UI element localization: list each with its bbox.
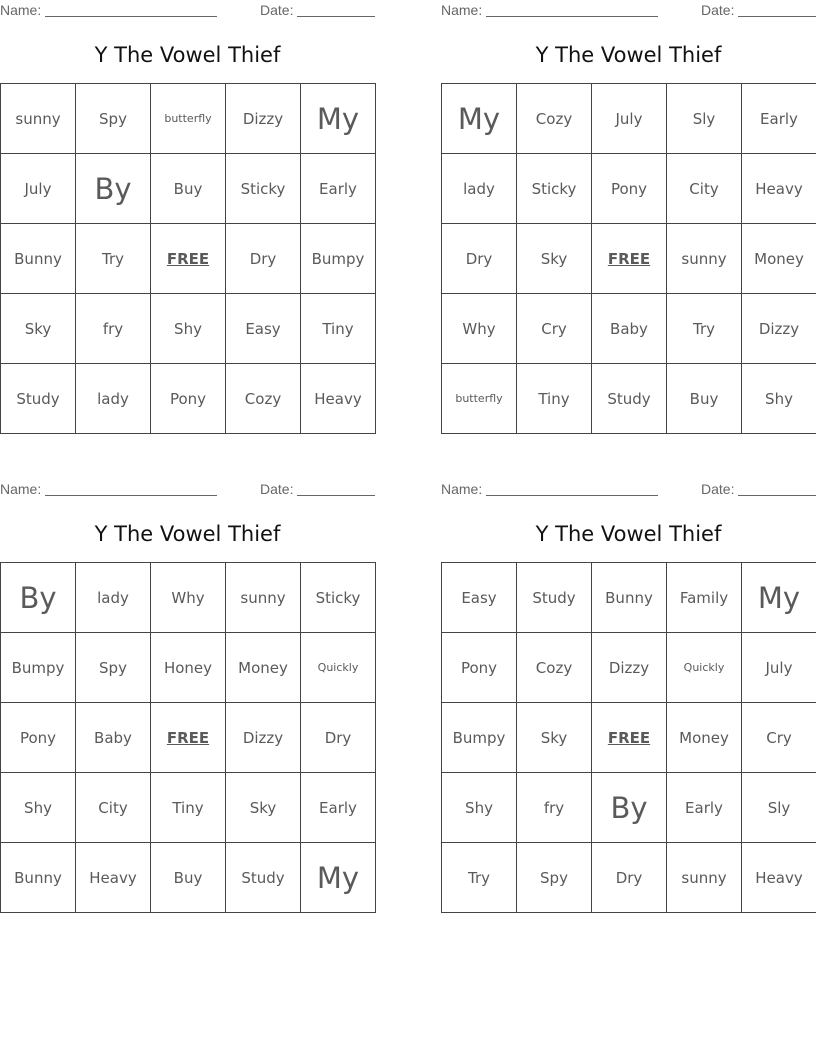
bingo-row: [442, 773, 816, 843]
free-space-cell: FREE: [592, 224, 667, 294]
bingo-word-cell: July: [742, 633, 816, 703]
bingo-word-cell: Quickly: [667, 633, 742, 703]
bingo-word-cell: Sticky: [517, 154, 592, 224]
name-label: Name:: [0, 2, 42, 18]
bingo-row: [442, 364, 816, 434]
bingo-word-cell: Try: [442, 843, 517, 913]
name-date-header: [0, 479, 376, 501]
bingo-word-cell: Spy: [76, 84, 151, 154]
bingo-row: [442, 224, 816, 294]
bingo-word-cell: sunny: [667, 224, 742, 294]
bingo-word-cell: Money: [742, 224, 816, 294]
bingo-word-cell: Easy: [226, 294, 301, 364]
bingo-word-cell: Sticky: [301, 563, 376, 633]
bingo-word-cell: Cozy: [517, 633, 592, 703]
date-label: Date:: [701, 481, 735, 497]
bingo-word-cell: Buy: [667, 364, 742, 434]
bingo-word-cell: By: [1, 563, 76, 633]
bingo-word-cell: Bumpy: [1, 633, 76, 703]
bingo-word-cell: Shy: [1, 773, 76, 843]
bingo-word-cell: Dizzy: [226, 84, 301, 154]
bingo-word-cell: Tiny: [151, 773, 226, 843]
bingo-row: [442, 703, 816, 773]
bingo-word-cell: Heavy: [742, 843, 816, 913]
bingo-card-3: [0, 479, 376, 895]
bingo-word-cell: Bunny: [592, 563, 667, 633]
name-date-header: [441, 479, 816, 501]
bingo-word-cell: Dry: [301, 703, 376, 773]
bingo-word-cell: fry: [517, 773, 592, 843]
bingo-word-cell: Why: [442, 294, 517, 364]
bingo-word-cell: Sly: [742, 773, 816, 843]
date-blank-line: [738, 16, 816, 17]
bingo-word-cell: Shy: [742, 364, 816, 434]
bingo-word-cell: Sticky: [226, 154, 301, 224]
bingo-word-cell: Cozy: [517, 84, 592, 154]
bingo-word-cell: Study: [226, 843, 301, 913]
bingo-word-cell: Early: [301, 154, 376, 224]
bingo-row: [442, 84, 816, 154]
bingo-word-cell: July: [592, 84, 667, 154]
bingo-row: [442, 843, 816, 913]
bingo-word-cell: Early: [742, 84, 816, 154]
card-title: Y The Vowel Thief: [94, 522, 281, 546]
bingo-grid: [0, 83, 376, 434]
date-label: Date:: [701, 2, 735, 18]
bingo-word-cell: Pony: [592, 154, 667, 224]
bingo-word-cell: Early: [667, 773, 742, 843]
date-blank-line: [297, 16, 375, 17]
bingo-row: [1, 633, 376, 703]
bingo-word-cell: Try: [76, 224, 151, 294]
bingo-grid: [0, 562, 376, 913]
bingo-word-cell: By: [592, 773, 667, 843]
bingo-word-cell: Pony: [151, 364, 226, 434]
bingo-word-cell: Study: [517, 563, 592, 633]
bingo-word-cell: Spy: [517, 843, 592, 913]
card-title: Y The Vowel Thief: [535, 43, 722, 67]
bingo-word-cell: Why: [151, 563, 226, 633]
bingo-word-cell: Heavy: [301, 364, 376, 434]
name-blank-line: [486, 16, 658, 17]
bingo-card-4: [441, 479, 816, 887]
bingo-word-cell: Buy: [151, 843, 226, 913]
bingo-word-cell: City: [76, 773, 151, 843]
bingo-word-cell: Early: [301, 773, 376, 843]
bingo-word-cell: My: [301, 84, 376, 154]
bingo-word-cell: July: [1, 154, 76, 224]
bingo-word-cell: Cozy: [226, 364, 301, 434]
bingo-word-cell: Bunny: [1, 843, 76, 913]
bingo-word-cell: butterfly: [151, 84, 226, 154]
bingo-word-cell: Money: [226, 633, 301, 703]
date-blank-line: [738, 495, 816, 496]
free-space-cell: FREE: [592, 703, 667, 773]
name-label: Name:: [441, 2, 483, 18]
bingo-word-cell: Dizzy: [592, 633, 667, 703]
bingo-row: [1, 364, 376, 434]
bingo-row: [1, 773, 376, 843]
bingo-word-cell: Sky: [1, 294, 76, 364]
bingo-word-cell: Bunny: [1, 224, 76, 294]
bingo-word-cell: Shy: [442, 773, 517, 843]
bingo-word-cell: Study: [592, 364, 667, 434]
bingo-grid: [441, 562, 816, 913]
bingo-word-cell: Heavy: [742, 154, 816, 224]
bingo-row: [442, 633, 816, 703]
bingo-word-cell: Pony: [442, 633, 517, 703]
bingo-word-cell: fry: [76, 294, 151, 364]
bingo-row: [1, 563, 376, 633]
bingo-word-cell: Tiny: [517, 364, 592, 434]
name-blank-line: [486, 495, 658, 496]
bingo-row: [1, 154, 376, 224]
bingo-word-cell: Dizzy: [226, 703, 301, 773]
bingo-word-cell: My: [301, 843, 376, 913]
name-blank-line: [45, 16, 217, 17]
bingo-word-cell: City: [667, 154, 742, 224]
bingo-word-cell: sunny: [226, 563, 301, 633]
bingo-word-cell: Shy: [151, 294, 226, 364]
card-title: Y The Vowel Thief: [535, 522, 722, 546]
bingo-word-cell: Honey: [151, 633, 226, 703]
bingo-row: [1, 84, 376, 154]
name-date-header: [0, 0, 376, 22]
bingo-word-cell: sunny: [1, 84, 76, 154]
bingo-word-cell: Sky: [517, 703, 592, 773]
name-label: Name:: [0, 481, 42, 497]
name-blank-line: [45, 495, 217, 496]
name-label: Name:: [441, 481, 483, 497]
bingo-word-cell: Dry: [592, 843, 667, 913]
bingo-word-cell: Buy: [151, 154, 226, 224]
bingo-word-cell: Sky: [226, 773, 301, 843]
bingo-word-cell: Baby: [592, 294, 667, 364]
bingo-word-cell: Sky: [517, 224, 592, 294]
bingo-word-cell: Easy: [442, 563, 517, 633]
bingo-word-cell: Heavy: [76, 843, 151, 913]
bingo-word-cell: My: [742, 563, 816, 633]
bingo-row: [442, 154, 816, 224]
card-title: Y The Vowel Thief: [94, 43, 281, 67]
date-label: Date:: [260, 481, 294, 497]
bingo-word-cell: Spy: [76, 633, 151, 703]
bingo-word-cell: Baby: [76, 703, 151, 773]
bingo-word-cell: Pony: [1, 703, 76, 773]
bingo-word-cell: Tiny: [301, 294, 376, 364]
bingo-row: [442, 294, 816, 364]
bingo-word-cell: lady: [76, 364, 151, 434]
bingo-word-cell: lady: [442, 154, 517, 224]
free-space-cell: FREE: [151, 224, 226, 294]
bingo-word-cell: sunny: [667, 843, 742, 913]
bingo-row: [1, 843, 376, 913]
bingo-word-cell: Dry: [226, 224, 301, 294]
bingo-word-cell: Bumpy: [442, 703, 517, 773]
free-space-cell: FREE: [151, 703, 226, 773]
bingo-word-cell: Study: [1, 364, 76, 434]
bingo-word-cell: Cry: [517, 294, 592, 364]
bingo-grid: [441, 83, 816, 434]
bingo-word-cell: Money: [667, 703, 742, 773]
bingo-word-cell: Quickly: [301, 633, 376, 703]
bingo-word-cell: Sly: [667, 84, 742, 154]
bingo-word-cell: By: [76, 154, 151, 224]
bingo-word-cell: Bumpy: [301, 224, 376, 294]
bingo-word-cell: Dizzy: [742, 294, 816, 364]
bingo-word-cell: Try: [667, 294, 742, 364]
date-blank-line: [297, 495, 375, 496]
bingo-word-cell: Dry: [442, 224, 517, 294]
bingo-word-cell: Cry: [742, 703, 816, 773]
bingo-row: [1, 294, 376, 364]
bingo-row: [1, 224, 376, 294]
name-date-header: [441, 0, 816, 22]
date-label: Date:: [260, 2, 294, 18]
bingo-card-2: [441, 0, 816, 408]
bingo-row: [442, 563, 816, 633]
bingo-row: [1, 703, 376, 773]
bingo-word-cell: butterfly: [442, 364, 517, 434]
bingo-word-cell: My: [442, 84, 517, 154]
bingo-word-cell: Family: [667, 563, 742, 633]
bingo-card-1: [0, 0, 376, 408]
bingo-word-cell: lady: [76, 563, 151, 633]
